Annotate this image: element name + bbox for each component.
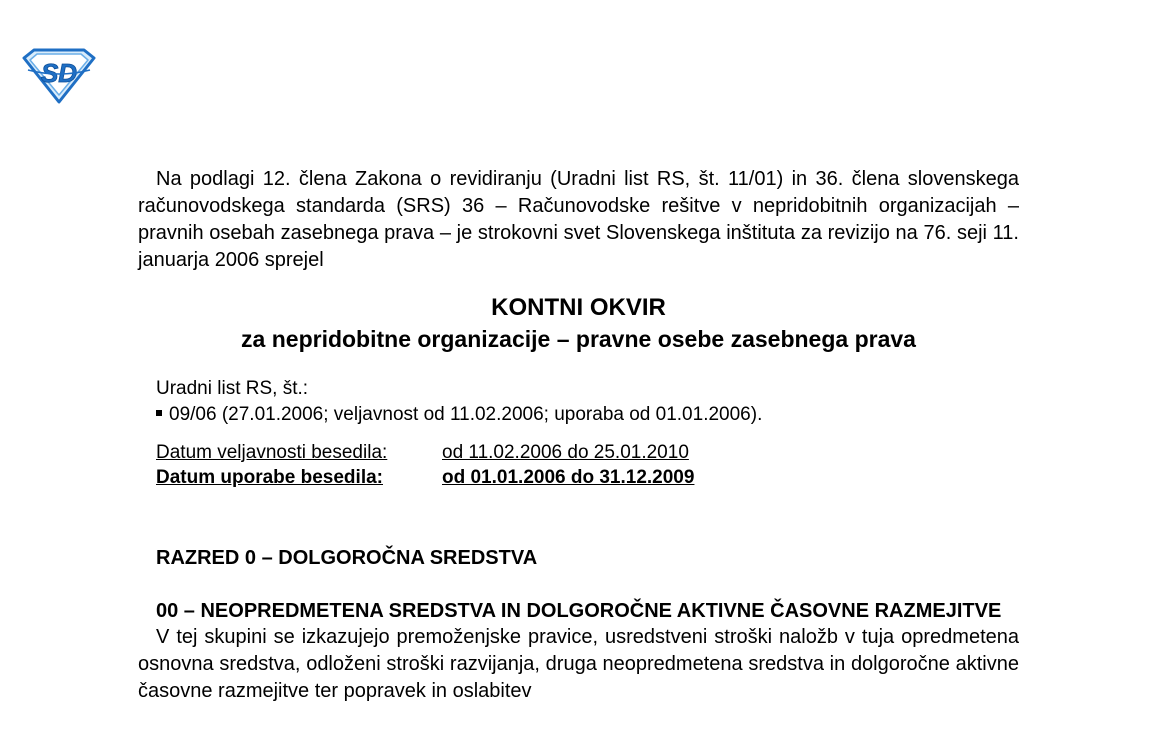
square-bullet-icon xyxy=(156,410,162,416)
document-title: KONTNI OKVIR xyxy=(491,294,666,321)
title-block xyxy=(138,293,1019,355)
group-heading: 00 – NEOPREDMETENA SREDSTVA IN DOLGOROČNE AKTIVNE ČASOVNE RAZMEJITVE xyxy=(156,600,1002,622)
group-paragraph: V tej skupini se izkazujejo premoženjske pravice, usredstveni stroški naložb v tuja opredmetena osnovna sredstva, odloženi stroški razvijanja, druga neopredmetena sredstva in dolgoročne aktivne časovne razmejitve ter popravek in oslabitev xyxy=(138,626,1019,702)
document-subtitle: za nepridobitne organizacije – pravne osebe zasebnega prava xyxy=(241,326,916,352)
sd-logo xyxy=(22,48,96,104)
intro-paragraph: Na podlagi 12. člena Zakona o revidiranju (Uradni list RS, št. 11/01) in 36. člena slovenskega računovodskega standarda (SRS) 36 – Računovodske rešitve v nepridobitnih organizacijah – pravnih osebah zasebnega prava – je strokovni svet Slovenskega inštituta za revizijo na 76. seji 11. januarja 2006 sprejel xyxy=(138,168,1019,271)
gazette-item-text: 09/06 (27.01.2006; veljavnost od 11.02.2006; uporaba od 01.01.2006). xyxy=(169,404,763,425)
validity-date-value: od 11.02.2006 do 25.01.2010 xyxy=(442,442,689,463)
validity-date-row xyxy=(156,440,1019,465)
class-heading: RAZRED 0 – DOLGOROČNA SREDSTVA xyxy=(156,547,538,569)
use-date-row xyxy=(156,465,1019,490)
validity-date-label: Datum veljavnosti besedila: xyxy=(156,442,388,463)
use-date-label: Datum uporabe besedila: xyxy=(156,467,383,488)
gazette-reference xyxy=(138,376,1019,428)
document-body xyxy=(138,166,1019,705)
gazette-item xyxy=(156,402,1019,428)
use-date-value: od 01.01.2006 do 31.12.2009 xyxy=(442,467,695,488)
logo-letters: SD xyxy=(40,58,78,88)
gazette-label: Uradni list RS, št.: xyxy=(156,378,309,399)
text-dates xyxy=(138,440,1019,490)
